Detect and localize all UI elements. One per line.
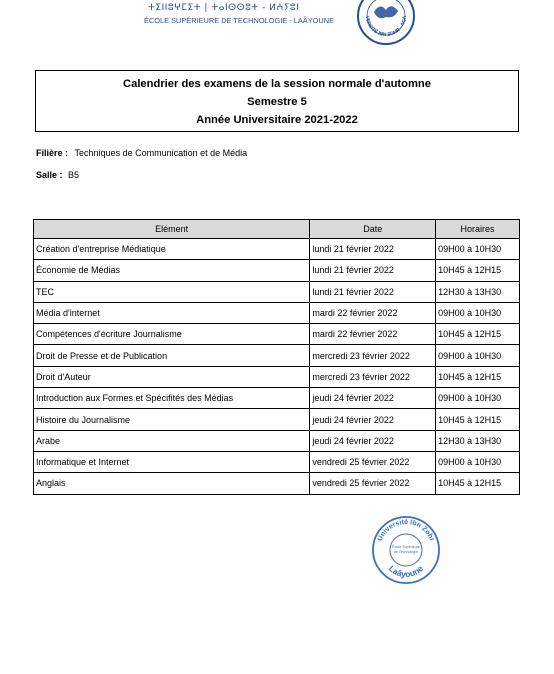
- cell-element: Histoire du Journalisme: [34, 409, 310, 430]
- stamp-top-text: Université Ibn Zohr: [376, 518, 436, 543]
- stamp-center-line-2: de Technologie: [393, 550, 419, 554]
- table-header-row: [34, 220, 520, 239]
- table-row: [34, 239, 520, 260]
- cell-horaires: 10H45 à 12H15: [436, 409, 520, 430]
- table-row: [34, 473, 520, 494]
- cell-date: lundi 21 février 2022: [310, 281, 436, 302]
- filiere-row: [36, 148, 247, 158]
- salle-value: B5: [68, 170, 80, 180]
- title-line-1: Calendrier des examens de la session normale d'automne: [123, 78, 431, 90]
- header-horaires: Horaires: [436, 220, 520, 239]
- svg-text:Université Ibn Zohr: [377, 519, 436, 542]
- stamp-bottom-text: Laâyoune: [386, 563, 426, 580]
- cell-element: Économie de Médias: [34, 260, 310, 281]
- table-row: [34, 281, 520, 302]
- cell-horaires: 09H00 à 10H30: [436, 451, 520, 472]
- table-row: [34, 409, 520, 430]
- cell-element: Informatique et Internet: [34, 451, 310, 472]
- table-row: [34, 260, 520, 281]
- header-date: Date: [310, 220, 436, 239]
- cell-horaires: 10H45 à 12H15: [436, 473, 520, 494]
- cell-horaires: 10H45 à 12H15: [436, 324, 520, 345]
- cell-date: mercredi 23 février 2022: [310, 366, 436, 387]
- cell-element: Introduction aux Formes et Spécifités des Médias: [34, 388, 310, 409]
- cell-date: vendredi 25 février 2022: [310, 451, 436, 472]
- table-row: [34, 302, 520, 323]
- filiere-value: Techniques de Communication et de Média: [74, 148, 248, 158]
- cell-element: Création d'entreprise Médiatique: [34, 239, 310, 260]
- table-row: [34, 388, 520, 409]
- cell-element: Anglais: [34, 473, 310, 494]
- cell-horaires: 09H00 à 10H30: [436, 239, 520, 260]
- cell-horaires: 09H00 à 10H30: [436, 302, 520, 323]
- salle-row: [36, 170, 79, 180]
- cell-date: jeudi 24 février 2022: [310, 430, 436, 451]
- school-name: ÉCOLE SUPÉRIEURE DE TECHNOLOGIE - LAÂYOUNE: [144, 16, 335, 25]
- table-row: [34, 451, 520, 472]
- cell-horaires: 10H45 à 12H15: [436, 260, 520, 281]
- table-row: [34, 430, 520, 451]
- cell-horaires: 12H30 à 13H30: [436, 281, 520, 302]
- cell-element: Média d'internet: [34, 302, 310, 323]
- header-element: Elément: [34, 220, 310, 239]
- table-row: [34, 366, 520, 387]
- table-row: [34, 324, 520, 345]
- university-logo-icon: [356, 0, 416, 46]
- cell-date: lundi 21 février 2022: [310, 260, 436, 281]
- filiere-label: Filière :: [36, 148, 69, 158]
- school-stamp-icon: [371, 515, 441, 585]
- exam-table: [33, 219, 520, 495]
- school-name-tifinagh: ⵜⵉⵏⵏⵓⵖⵎⵉⵜ | ⵜⴰⵏⵙⵙⵓⵜ - ⵍⵄⵢⵓⵏ: [148, 3, 300, 13]
- salle-label: Salle :: [36, 170, 63, 180]
- cell-element: Compétences d'écriture Journalisme: [34, 324, 310, 345]
- cell-element: Droit d'Auteur: [34, 366, 310, 387]
- table-row: [34, 345, 520, 366]
- title-line-3: Année Universitaire 2021-2022: [196, 114, 358, 126]
- cell-date: lundi 21 février 2022: [310, 239, 436, 260]
- cell-date: jeudi 24 février 2022: [310, 388, 436, 409]
- cell-element: TEC: [34, 281, 310, 302]
- cell-element: Droit de Presse et de Publication: [34, 345, 310, 366]
- title-box: [35, 70, 519, 132]
- cell-date: mercredi 23 février 2022: [310, 345, 436, 366]
- page-header: [0, 0, 554, 60]
- cell-date: jeudi 24 février 2022: [310, 409, 436, 430]
- cell-horaires: 12H30 à 13H30: [436, 430, 520, 451]
- cell-date: mardi 22 février 2022: [310, 302, 436, 323]
- university-logo-text: VERSITÉ IBN ZOHR - AGA: [363, 15, 409, 39]
- cell-date: mardi 22 février 2022: [310, 324, 436, 345]
- cell-horaires: 09H00 à 10H30: [436, 345, 520, 366]
- cell-horaires: 10H45 à 12H15: [436, 366, 520, 387]
- cell-element: Arabe: [34, 430, 310, 451]
- cell-date: vendredi 25 février 2022: [310, 473, 436, 494]
- stamp-center-line-1: École Supérieure: [392, 545, 420, 549]
- cell-horaires: 09H00 à 10H30: [436, 388, 520, 409]
- title-line-2: Semestre 5: [247, 96, 307, 108]
